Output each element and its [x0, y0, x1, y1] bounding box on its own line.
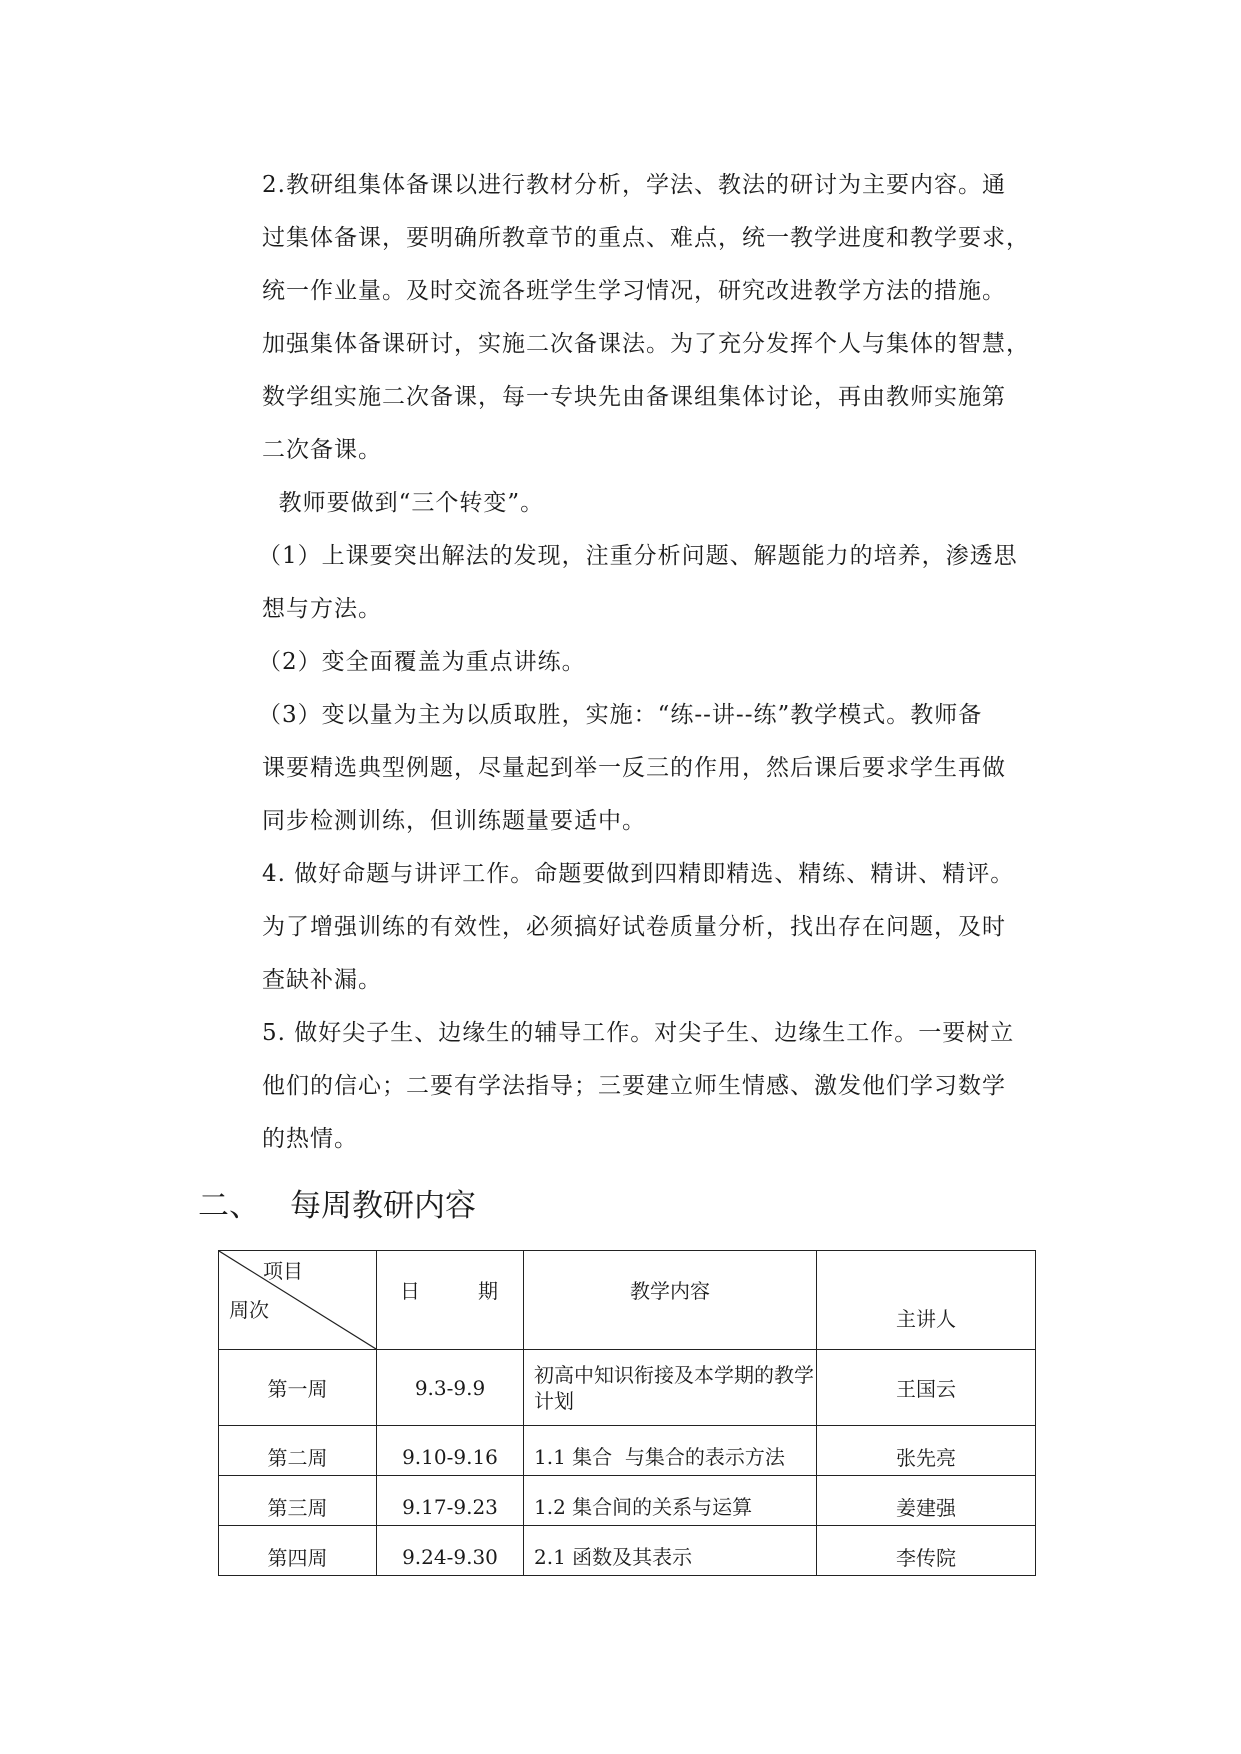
- text-line: 的热情。: [262, 1126, 358, 1152]
- text-line: （1）上课要突出解法的发现，注重分析问题、解题能力的培养，渗透思: [258, 543, 1018, 569]
- speaker-cell: 张先亮: [817, 1426, 1036, 1476]
- date-cell: 9.10-9.16: [377, 1426, 524, 1476]
- text-line: 查缺补漏。: [262, 967, 382, 993]
- table-row: [219, 1526, 1036, 1576]
- text-line: 过集体备课，要明确所教章节的重点、难点，统一教学进度和教学要求，: [262, 225, 1030, 251]
- weekly-schedule-table: [218, 1250, 1036, 1576]
- text-line: 二次备课。: [262, 437, 382, 463]
- text-line: 同步检测训练，但训练题量要适中。: [262, 808, 646, 834]
- table-row: [219, 1476, 1036, 1526]
- date-header: [377, 1251, 524, 1350]
- diagonal-header-cell: [219, 1251, 377, 1350]
- column-axis-label: 项目: [263, 1259, 303, 1283]
- text-line: 4. 做好命题与讲评工作。命题要做到四精即精选、精练、精讲、精评。: [262, 861, 1015, 887]
- content-cell: 1.1 集合 与集合的表示方法: [524, 1426, 817, 1476]
- text-line: （2）变全面覆盖为重点讲练。: [258, 649, 586, 675]
- date-cell: 9.3-9.9: [377, 1350, 524, 1426]
- content-cell: 2.1 函数及其表示: [524, 1526, 817, 1576]
- speaker-header: 主讲人: [817, 1251, 1036, 1350]
- text-line: 2.教研组集体备课以进行教材分析，学法、教法的研讨为主要内容。通: [262, 172, 1006, 198]
- table-row: [219, 1426, 1036, 1476]
- section-number: 二、: [198, 1188, 260, 1224]
- text-line: 课要精选典型例题，尽量起到举一反三的作用，然后课后要求学生再做: [262, 755, 1006, 781]
- text-line: 加强集体备课研讨，实施二次备课法。为了充分发挥个人与集体的智慧，: [262, 331, 1030, 357]
- week-cell: 第四周: [219, 1526, 377, 1576]
- speaker-cell: 姜建强: [817, 1476, 1036, 1526]
- content-cell: 初高中知识衔接及本学期的教学计划: [524, 1350, 817, 1426]
- table-row: [219, 1350, 1036, 1426]
- date-header-char-2: 期: [478, 1279, 500, 1303]
- week-cell: 第三周: [219, 1476, 377, 1526]
- text-line: 他们的信心；二要有学法指导；三要建立师生情感、激发他们学习数学: [262, 1073, 1006, 1099]
- row-axis-label: 周次: [229, 1298, 269, 1322]
- text-line: 教师要做到“三个转变”。: [262, 490, 545, 516]
- text-line: 统一作业量。及时交流各班学生学习情况，研究改进教学方法的措施。: [262, 278, 1006, 304]
- section-heading: [198, 1186, 476, 1226]
- section-title: 每周教研内容: [290, 1188, 476, 1224]
- content-cell: 1.2 集合间的关系与运算: [524, 1476, 817, 1526]
- table-header-row: [219, 1251, 1036, 1350]
- text-line: （3）变以量为主为以质取胜，实施：“练--讲--练”教学模式。教师备: [258, 702, 983, 728]
- text-line: 数学组实施二次备课，每一专块先由备课组集体讨论，再由教师实施第: [262, 384, 1006, 410]
- text-line: 5. 做好尖子生、边缘生的辅导工作。对尖子生、边缘生工作。一要树立: [262, 1020, 1015, 1046]
- text-line: 为了增强训练的有效性，必须搞好试卷质量分析，找出存在问题，及时: [262, 914, 1006, 940]
- content-header: 教学内容: [524, 1251, 817, 1350]
- date-cell: 9.17-9.23: [377, 1476, 524, 1526]
- speaker-cell: 王国云: [817, 1350, 1036, 1426]
- text-line: 想与方法。: [262, 596, 382, 622]
- date-cell: 9.24-9.30: [377, 1526, 524, 1576]
- week-cell: 第一周: [219, 1350, 377, 1426]
- week-cell: 第二周: [219, 1426, 377, 1476]
- speaker-cell: 李传院: [817, 1526, 1036, 1576]
- date-header-char-1: 日: [400, 1279, 422, 1303]
